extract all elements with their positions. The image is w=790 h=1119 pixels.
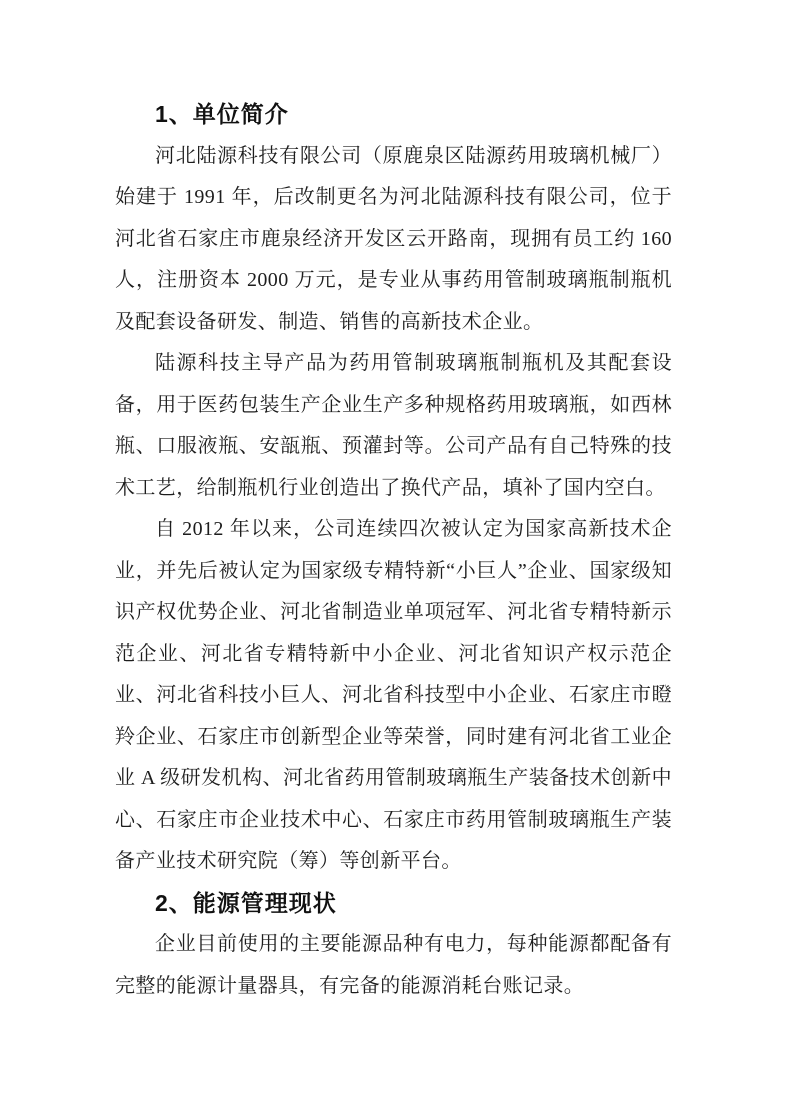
paragraph-honors-platforms: 自 2012 年以来，公司连续四次被认定为国家高新技术企业，并先后被认定为国家级专精特新“小巨人”企业、国家级知识产权优势企业、河北省制造业单项冠军、河北省专精特新示范企业、河北省专精特新中小企业、河北省知识产权示范企业、河北省科技小巨人、河北省科技型中小企业、石家庄市瞪羚企业、石家庄市创新型企业等荣誉，同时建有河北省工业企业 A 级研发机构、河北省药用管制玻璃瓶生产装备技术创新中心、石家庄市企业技术中心、石家庄市药用管制玻璃瓶生产装备产业技术研究院（筹）等创新平台。 — [115, 518, 672, 872]
paragraph-main-products: 陆源科技主导产品为药用管制玻璃瓶制瓶机及其配套设备，用于医药包装生产企业生产多种规格药用玻璃瓶，如西林瓶、口服液瓶、安瓿瓶、预灌封等。公司产品有自己特殊的技术工艺，给制瓶机行业创造出了换代产品，填补了国内空白。 — [115, 352, 672, 499]
section-energy-management — [115, 883, 672, 1008]
paragraph-company-history: 河北陆源科技有限公司（原鹿泉区陆源药用玻璃机械厂）始建于 1991 年，后改制更名为河北陆源科技有限公司，位于河北省石家庄市鹿泉经济开发区云开路南，现拥有员工约 160 人，注册资本 2000 万元，是专业从事药用管制玻璃瓶制瓶机及配套设备研发、制造、销售的高新技术企业。 — [115, 144, 672, 333]
section-company-intro — [115, 94, 672, 883]
section-heading-company-intro: 1、单位简介 — [155, 101, 289, 127]
paragraph-energy-status: 企业目前使用的主要能源品种有电力，每种能源都配备有完整的能源计量器具，有完备的能源消耗台账记录。 — [115, 933, 672, 997]
section-heading-energy-management: 2、能源管理现状 — [155, 889, 337, 916]
